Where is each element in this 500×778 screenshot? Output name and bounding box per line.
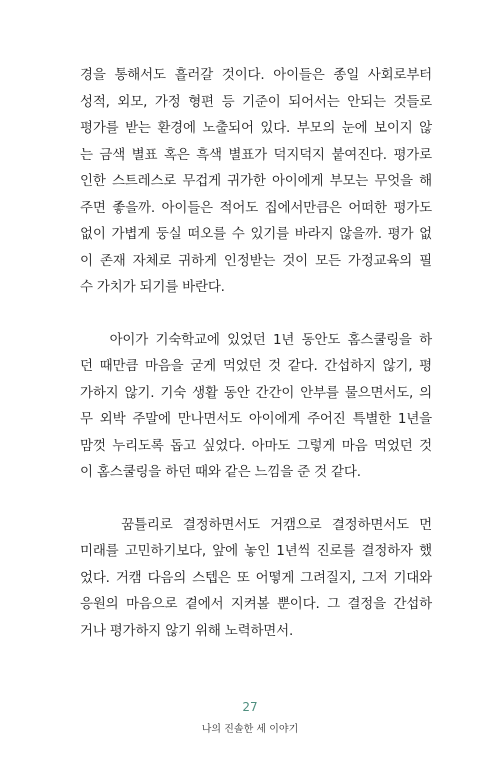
- text-line: 인한 스트레스로 무겁게 귀가한 아이에게 부모는 무엇을 해: [80, 173, 432, 189]
- text-line: 이 존재 자체로 귀하게 인정받는 것이 모든 가정교육의 필: [80, 252, 432, 269]
- text-line: 었다. 거캠 다음의 스텝은 또 어떻게 그려질지, 그저 기대와: [80, 569, 432, 586]
- body-text: [80, 62, 432, 644]
- text-line: 거나 평가하지 않기 위해 노력하면서.: [80, 622, 294, 639]
- running-title: 나의 진솔한 세 이야기: [201, 724, 299, 735]
- text-line: 없이 가볍게 둥실 떠오를 수 있기를 바라지 않을까. 평가 없: [80, 226, 432, 242]
- text-line: 미래를 고민하기보다, 앞에 놓인 1년씩 진로를 결정하자 했: [80, 543, 432, 559]
- paragraph-1: [80, 62, 432, 301]
- text-line: 아이가 기숙학교에 있었던 1년 동안도 홈스쿨링을 하: [80, 331, 432, 348]
- text-line: 맘껏 누리도록 돕고 싶었다. 아마도 그렇게 마음 먹었던 것: [80, 437, 432, 454]
- text-line: 평가를 받는 환경에 노출되어 있다. 부모의 눈에 보이지 않: [80, 120, 432, 136]
- text-line: 던 때만큼 마음을 굳게 먹었던 것 같다. 간섭하지 않기, 평: [80, 358, 432, 374]
- text-line: 수 가치가 되기를 바란다.: [80, 279, 225, 295]
- text-line: 성적, 외모, 가정 형편 등 기준이 되어서는 안되는 것들로: [80, 93, 432, 110]
- page-number: 27: [242, 700, 258, 714]
- text-line: 이 홈스쿨링을 하던 때와 같은 느낌을 준 것 같다.: [80, 464, 361, 480]
- paragraph-2: [80, 327, 432, 486]
- text-line: 주면 좋을까. 아이들은 적어도 집에서만큼은 어떠한 평가도: [80, 199, 432, 216]
- paragraph-gap: [80, 301, 432, 327]
- text-line: 는 금색 별표 혹은 흑색 별표가 덕지덕지 붙여진다. 평가로: [80, 146, 432, 163]
- paragraph-gap: [80, 486, 432, 512]
- text-line: 무 외박 주말에 만나면서도 아이에게 주어진 특별한 1년을: [80, 411, 432, 427]
- paragraph-3: [80, 512, 432, 645]
- text-line: 꿈틀리로 결정하면서도 거캠으로 결정하면서도 먼: [80, 516, 432, 533]
- text-line: 경을 통해서도 흘러갈 것이다. 아이들은 종일 사회로부터: [80, 67, 432, 83]
- text-line: 가하지 않기. 기숙 생활 동안 간간이 안부를 물으면서도, 의: [80, 384, 432, 401]
- text-line: 응원의 마음으로 곁에서 지켜볼 뿐이다. 그 결정을 간섭하: [80, 596, 432, 612]
